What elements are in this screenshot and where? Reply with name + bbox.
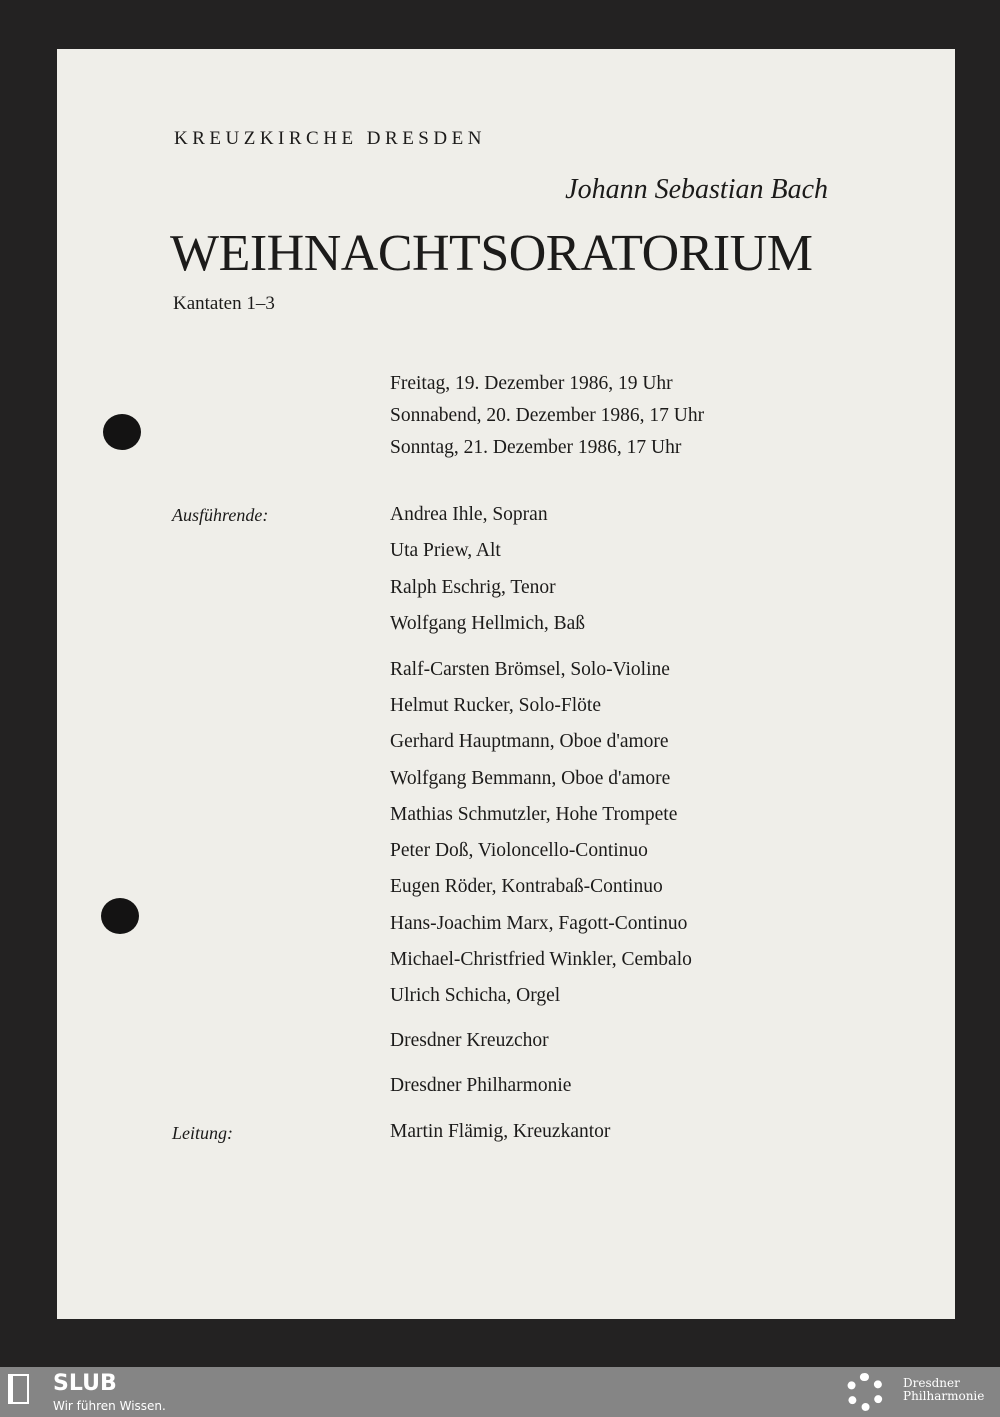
punch-hole <box>103 414 141 450</box>
instrumentalist: Ralf-Carsten Brömsel, Solo-Violine <box>390 659 670 680</box>
soloist: Wolfgang Hellmich, Baß <box>390 613 586 634</box>
ensemble: Dresdner Kreuzchor <box>390 1030 549 1051</box>
instrumentalist: Hans-Joachim Marx, Fagott-Continuo <box>390 913 688 934</box>
soloist: Ralph Eschrig, Tenor <box>390 577 556 598</box>
subtitle: Kantaten 1–3 <box>173 293 275 314</box>
soloist: Andrea Ihle, Sopran <box>390 504 548 525</box>
performers-label: Ausführende: <box>172 505 269 525</box>
footer-bar <box>0 1367 1000 1417</box>
punch-hole <box>101 898 139 934</box>
conductor: Martin Flämig, Kreuzkantor <box>390 1121 611 1142</box>
philharmonie-logo[interactable] <box>903 1377 984 1403</box>
slub-tagline: Wir führen Wissen. <box>53 1399 166 1413</box>
instrumentalist: Ulrich Schicha, Orgel <box>390 985 561 1006</box>
soloist: Uta Priew, Alt <box>390 540 501 561</box>
slub-logo[interactable]: SLUB <box>53 1371 117 1396</box>
composer: Johann Sebastian Bach <box>565 174 828 205</box>
date-line: Sonntag, 21. Dezember 1986, 17 Uhr <box>390 437 682 458</box>
book-icon <box>8 1374 29 1404</box>
instrumentalist: Michael-Christfried Winkler, Cembalo <box>390 949 692 970</box>
philharmonie-logo-icon <box>846 1373 884 1411</box>
instrumentalist: Wolfgang Bemmann, Oboe d'amore <box>390 768 671 789</box>
conductor-label: Leitung: <box>172 1123 233 1143</box>
philharmonie-logo-line2: Philharmonie <box>903 1389 985 1403</box>
page-title: WEIHNACHTSORATORIUM <box>170 225 813 282</box>
instrumentalist: Mathias Schmutzler, Hohe Trompete <box>390 804 678 825</box>
date-line: Sonnabend, 20. Dezember 1986, 17 Uhr <box>390 405 705 426</box>
date-line: Freitag, 19. Dezember 1986, 19 Uhr <box>390 373 673 394</box>
instrumentalist: Peter Doß, Violoncello-Continuo <box>390 840 648 861</box>
philharmonie-logo-line1: Dresdner <box>903 1376 960 1390</box>
instrumentalist: Eugen Röder, Kontrabaß-Continuo <box>390 876 663 897</box>
instrumentalist: Gerhard Hauptmann, Oboe d'amore <box>390 731 669 752</box>
ensemble: Dresdner Philharmonie <box>390 1075 572 1096</box>
instrumentalist: Helmut Rucker, Solo-Flöte <box>390 695 601 716</box>
venue: KREUZKIRCHE DRESDEN <box>174 128 486 149</box>
